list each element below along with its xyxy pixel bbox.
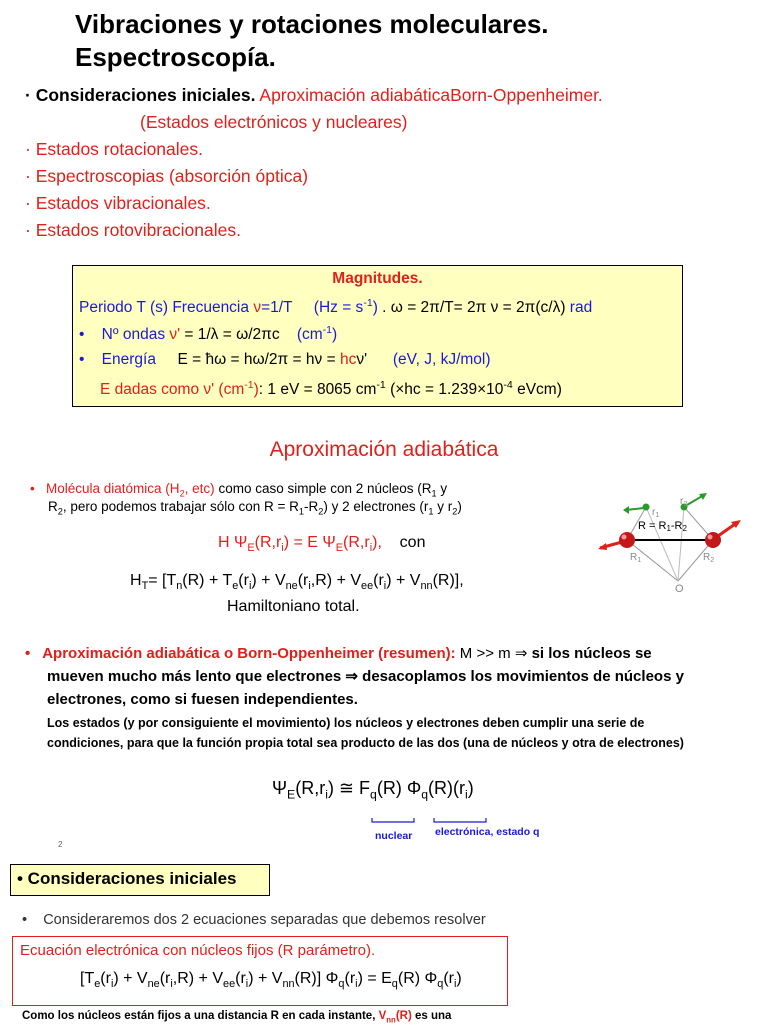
- hamiltonian-label: Hamiltoniano total.: [227, 598, 360, 615]
- l2b: , pero podemos trabajar sólo con R = R: [62, 499, 299, 514]
- pf: ): [467, 778, 474, 798]
- em: ): [456, 970, 462, 987]
- born-rest1: si los núcleos se: [527, 645, 652, 662]
- molecule-red: Molécula diatómica (H: [46, 481, 180, 496]
- born-mm: M >> m: [455, 645, 515, 662]
- nucleus-2-highlight: [708, 535, 713, 540]
- born-line2: mueven mucho más lento que electrones ⇒ desacoplamos los movimientos de núcleos y: [47, 668, 684, 685]
- nuprime-symbol: ν': [169, 326, 181, 344]
- l2s2: 1: [298, 506, 304, 517]
- hg: ,R) + V: [310, 572, 362, 589]
- es7: nn: [282, 978, 295, 991]
- molecule-red2: , etc): [184, 481, 215, 496]
- ondas-label: Nº ondas: [101, 326, 170, 344]
- magnitudes-box: [72, 265, 683, 407]
- sa: H Ψ: [218, 534, 248, 551]
- sd: (R,r: [343, 534, 370, 551]
- diatomic-molecule-diagram: [590, 488, 760, 594]
- hs5: i: [308, 580, 311, 593]
- magnitudes-periodo: [79, 297, 592, 317]
- bns: nn: [386, 1015, 396, 1024]
- hs8: nn: [420, 580, 433, 593]
- ek: (R) Φ: [397, 970, 438, 987]
- label-R1: $R_1$: [630, 552, 642, 564]
- ss4: i: [369, 542, 373, 555]
- nucleus-2: [705, 532, 721, 548]
- pe: (R)(r: [428, 778, 465, 798]
- hs4: ne: [285, 580, 298, 593]
- brace-electronic: [434, 818, 486, 822]
- consideraciones-bullet: •: [22, 912, 28, 928]
- molecule-text: como caso simple con 2 núcleos (R: [214, 481, 432, 496]
- bullet-1: •: [79, 326, 85, 344]
- consideraciones-text: [22, 912, 486, 928]
- he: ) + V: [251, 572, 286, 589]
- title-line1: Vibraciones y rotaciones moleculares.: [75, 9, 549, 39]
- bnr: V: [378, 1010, 387, 1022]
- l2s3: 2: [318, 506, 324, 517]
- molecule-sub: 2: [179, 488, 185, 499]
- energia-eq: E = ħω = hω/2π = hν =: [177, 351, 340, 368]
- molecule-y: y: [436, 481, 448, 496]
- edadas-exp: -1: [244, 379, 254, 391]
- hz-open: (Hz = s: [313, 299, 364, 317]
- es9: i: [355, 978, 358, 991]
- es4: i: [170, 978, 173, 991]
- born-red: Aproximación adiabática o Born-Oppenheimer (resumen):: [42, 645, 456, 662]
- l2s1: 2: [57, 506, 63, 517]
- ps1: E: [287, 787, 296, 802]
- edadas-eq2: (×hc = 1.239×10: [385, 381, 504, 399]
- pd: (R) Φ: [376, 778, 422, 798]
- l2e: y r: [433, 499, 453, 514]
- ecuacion-electronica: [80, 970, 462, 990]
- hf: (r: [297, 572, 309, 589]
- edadas-eq3: eVcm): [512, 381, 562, 399]
- hd: (r: [238, 572, 249, 589]
- consideraciones-box: • Consideraciones iniciales: [10, 864, 270, 896]
- sc: ) = E Ψ: [283, 534, 336, 551]
- born-note2: condiciones, para que la función propia total sea producto de las dos (una de núcleos y otra de electrones): [47, 736, 684, 750]
- omega-eq: . ω = 2π/T= 2π ν = 2π(c/λ): [382, 299, 566, 317]
- eh: (R)] Φ: [294, 970, 339, 987]
- bnb: es una: [411, 1010, 452, 1022]
- hh: (r: [373, 572, 384, 589]
- intro-item-2: · Estados rotacionales.: [25, 139, 204, 159]
- hc-red: hc: [339, 351, 357, 368]
- pc: ) ≅ F: [327, 778, 371, 798]
- nucleus-1: [619, 532, 635, 548]
- ei: (r: [344, 970, 356, 987]
- hz-exp: -1: [363, 297, 373, 309]
- cm-close: ): [332, 326, 338, 344]
- intro-item1-sub: (Estados electrónicos y nucleares): [140, 112, 408, 132]
- intro-item1-bold: · Consideraciones iniciales.: [25, 85, 256, 105]
- magnitudes-edadas: [100, 379, 562, 399]
- edadas-close: ): [253, 381, 259, 399]
- ef: (r: [235, 970, 246, 987]
- brace-nuclear: [372, 818, 414, 822]
- es10: q: [391, 978, 398, 991]
- es2: i: [110, 978, 114, 991]
- l2c: -R: [303, 499, 319, 514]
- label-electronica: electrónica, estado q: [435, 826, 540, 838]
- hb: = [T: [148, 572, 177, 589]
- intro-item1-red: Aproximación adiabáticaBorn-Oppenheimer.: [259, 85, 603, 105]
- bottom-note: [22, 1010, 451, 1024]
- es1: e: [94, 978, 101, 991]
- hsub: T: [141, 580, 149, 593]
- magnitudes-ondas: [79, 324, 337, 344]
- cm-exp: -1: [322, 324, 333, 336]
- es11: q: [437, 978, 444, 991]
- hs7: i: [383, 580, 387, 593]
- hamiltonian-equation: [130, 572, 464, 592]
- intro-item-3: · Espectroscopias (absorción óptica): [25, 166, 309, 186]
- edadas-label: E dadas como ν' (cm: [100, 381, 245, 399]
- sb: (R,r: [254, 534, 282, 551]
- ej: ) = E: [357, 970, 392, 987]
- energia-nu: ν': [356, 351, 368, 368]
- ps3: q: [370, 787, 377, 802]
- ondas-eq: = 1/λ = ω/2πc: [180, 326, 280, 344]
- arrow-e1-head: [623, 506, 629, 514]
- es5: ee: [223, 978, 236, 991]
- hj: (R)],: [432, 572, 464, 589]
- molecule-line2: [48, 498, 462, 521]
- label-r1: $r_1$: [652, 507, 660, 519]
- arrow-left-head: [598, 543, 607, 550]
- hz-close: ): [372, 299, 378, 317]
- nu-symbol: ν: [253, 299, 262, 317]
- schrodinger-equation: [218, 534, 425, 554]
- edadas-exp3: -4: [503, 379, 513, 391]
- ss2: i: [281, 542, 284, 555]
- ss1: E: [247, 542, 255, 555]
- ee: ,R) + V: [172, 970, 224, 987]
- molecule-r1sub: 1: [431, 488, 437, 499]
- page-number: 2: [58, 840, 63, 849]
- page-title: [75, 8, 549, 74]
- label-R2: $R_2$: [703, 552, 715, 564]
- rad-unit: rad: [569, 299, 593, 317]
- l2s4: 1: [428, 506, 434, 517]
- born-line1: [25, 642, 652, 665]
- es6: i: [245, 978, 249, 991]
- intro-item-5: · Estados rotovibracionales.: [25, 220, 241, 240]
- ec: ) + V: [113, 970, 148, 987]
- periodo-label: Periodo T (s) Frecuencia: [79, 299, 254, 317]
- pb: (R,r: [295, 778, 326, 798]
- label-nuclear: nuclear: [375, 830, 413, 842]
- edadas-exp2: -1: [376, 379, 386, 391]
- es3: ne: [147, 978, 160, 991]
- ss3: E: [335, 542, 344, 555]
- line-o-e2: [678, 507, 684, 581]
- born-arrow: ⇒: [514, 645, 528, 662]
- hs2: e: [232, 580, 239, 593]
- bullet-2: •: [79, 351, 85, 368]
- l2d: ) y 2 electrones (r: [323, 499, 429, 514]
- title-line2: Espectroscopía.: [75, 42, 276, 72]
- energia-units: (eV, J, kJ/mol): [392, 351, 491, 368]
- section-adiabatic-heading: Aproximación adiabática: [269, 438, 499, 461]
- hc1: (R) + T: [182, 572, 233, 589]
- born-bullet: •: [25, 645, 31, 662]
- se: ),: [372, 534, 382, 551]
- bna: Como los núcleos están fijos a una distancia R en cada instante,: [22, 1010, 379, 1022]
- eg: ) + V: [248, 970, 283, 987]
- born-line3: electrones, como si fuesen independientes.: [47, 691, 358, 708]
- es12: i: [454, 978, 457, 991]
- product-equation: [272, 778, 474, 802]
- nucleus-1-highlight: [622, 535, 627, 540]
- label-origin: O: [675, 583, 684, 594]
- ed: (r: [159, 970, 171, 987]
- intro-item-4: · Estados vibracionales.: [25, 193, 211, 213]
- magnitudes-energia: [79, 351, 491, 369]
- label-R-eq: R = R1-R2: [638, 520, 687, 533]
- electron-1: [643, 504, 650, 511]
- ps4: q: [421, 787, 428, 802]
- con-word: con: [399, 534, 426, 551]
- ps2: i: [325, 787, 328, 802]
- line-o-e1: [646, 507, 678, 581]
- hs3: i: [248, 580, 252, 593]
- eb: (r: [100, 970, 111, 987]
- el: (r: [443, 970, 454, 987]
- l2s5: 2: [452, 506, 458, 517]
- hs1: n: [176, 580, 183, 593]
- nu-eq: =1/T: [261, 299, 293, 317]
- hs6: ee: [361, 580, 374, 593]
- cm-open: (cm: [296, 326, 323, 344]
- molecule-bullet: •: [30, 481, 35, 496]
- ecuacion-electronica-title: Ecuación electrónica con núcleos fijos (R parámetro).: [20, 942, 376, 959]
- pa: Ψ: [272, 778, 288, 798]
- hi: ) + V: [386, 572, 421, 589]
- ha: H: [130, 572, 142, 589]
- intro-item-1: [25, 82, 603, 109]
- bnr2: (R): [395, 1010, 412, 1022]
- l2f: ): [457, 499, 462, 514]
- energia-label: Energía: [101, 351, 156, 368]
- born-note1: Los estados (y por consiguiente el movimiento) los núcleos y electrones deben cumplir una serie de: [47, 716, 645, 730]
- magnitudes-heading: Magnitudes.: [332, 270, 423, 287]
- l2a: R: [48, 499, 58, 514]
- ps5: i: [464, 787, 468, 802]
- edadas-eq1: : 1 eV = 8065 cm: [258, 381, 377, 399]
- es8: q: [338, 978, 345, 991]
- consideraciones-sentence: Consideraremos dos 2 ecuaciones separadas que debemos resolver: [43, 912, 486, 928]
- ea: [T: [80, 970, 95, 987]
- label-r2: $r_2$: [680, 496, 688, 508]
